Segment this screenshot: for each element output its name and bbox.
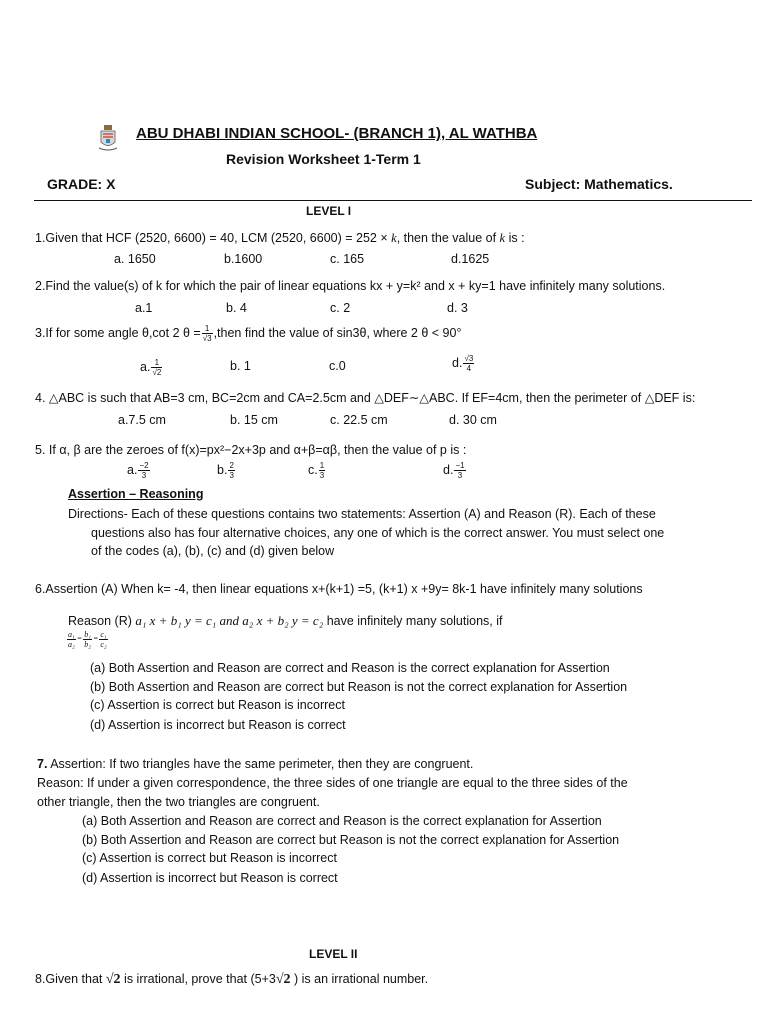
q4-option-b: b. 15 cm xyxy=(230,413,278,427)
q6-option-a: (a) Both Assertion and Reason are correct and Reason is the correct explanation for Assertion xyxy=(90,661,610,675)
q3-text-post: ,then find the value of sin3θ, where 2 θ < 90° xyxy=(213,326,462,340)
q6-ratio-a xyxy=(67,630,76,649)
q5-option-c xyxy=(308,459,326,481)
q5-b-num: 2 xyxy=(229,461,234,471)
level-1-heading: LEVEL I xyxy=(306,204,352,218)
q6-eq-1: = xyxy=(76,634,83,643)
q2-option-a: a.1 xyxy=(135,301,153,315)
q5-b-label: b. xyxy=(217,463,228,477)
q5-c-num: 1 xyxy=(319,461,325,471)
q2-option-c: c. 2 xyxy=(330,301,351,315)
q3-a-num: 1 xyxy=(151,358,162,368)
q6-reason-math: a₁ x + b₁ y = c₁ and a₂ x + b₂ y = c₂ xyxy=(135,613,324,628)
q5-a-frac xyxy=(138,461,149,480)
question-6-assertion: 6.Assertion (A) When k= -4, then linear equations x+(k+1) =5, (k+1) x +9y= 8k-1 have infinitely many solutions xyxy=(35,582,643,596)
level-2-heading: LEVEL II xyxy=(309,947,358,961)
q5-c-frac xyxy=(319,461,325,480)
q3-option-c: c.0 xyxy=(329,359,346,373)
q5-c-label: c. xyxy=(308,463,318,477)
q1-var-k2: k xyxy=(499,231,506,245)
q2-option-d: d. 3 xyxy=(447,301,468,315)
q6-r1-num: a₁ xyxy=(68,629,75,639)
directions-line-2: questions also has four alternative choices, any one of which is the correct answer. You must select one xyxy=(91,526,665,540)
q6-r3-den: c₂ xyxy=(100,639,107,649)
q5-a-label: a. xyxy=(127,463,138,477)
q1-text-post: is : xyxy=(505,231,525,245)
q3-d-den: 4 xyxy=(466,364,472,374)
q3-option-a-label: a. xyxy=(140,360,151,374)
question-5: 5. If α, β are the zeroes of f(x)=px²−2x+3p and α+β=αβ, then the value of p is : xyxy=(35,443,467,457)
grade-label: GRADE: X xyxy=(47,176,116,192)
q3-option-a xyxy=(140,356,163,378)
q7-assertion-text: Assertion: If two triangles have the same perimeter, then they are congruent. xyxy=(47,757,474,771)
q5-c-den: 3 xyxy=(319,471,325,481)
q3-d-num: √3 xyxy=(464,354,474,364)
header-divider xyxy=(34,200,752,201)
q3-option-a-frac xyxy=(151,358,162,377)
q6-ratio-b xyxy=(83,630,92,649)
q7-reason-line-1: Reason: If under a given correspondence, the three sides of one triangle are equal to the three sides of the xyxy=(37,776,628,790)
question-3 xyxy=(35,322,461,344)
q1-option-a: a. 1650 xyxy=(114,252,156,266)
q8-root-2b: √2 xyxy=(275,972,291,987)
q2-option-b: b. 4 xyxy=(226,301,247,315)
question-8 xyxy=(35,972,428,988)
directions-line-3: of the codes (a), (b), (c) and (d) given below xyxy=(91,544,335,558)
q1-option-d: d.1625 xyxy=(451,252,490,266)
school-name: ABU DHABI INDIAN SCHOOL- (BRANCH 1), AL WATHBA xyxy=(136,125,538,142)
q5-option-a xyxy=(127,459,151,481)
q3-text-pre: 3.If for some angle θ,cot 2 θ = xyxy=(35,326,201,340)
q3-option-d-label: d. xyxy=(452,356,463,370)
q6-option-d: (d) Assertion is incorrect but Reason is correct xyxy=(90,718,346,732)
question-2: 2.Find the value(s) of k for which the pair of linear equations kx + y=k² and x + ky=1 have infinitely many solutions. xyxy=(35,279,666,293)
q6-r2-den: b₂ xyxy=(84,639,91,649)
question-4: 4. △ABC is such that AB=3 cm, BC=2cm and CA=2.5cm and △DEF∼△ABC. If EF=4cm, then the perimeter of △DEF is: xyxy=(35,391,696,405)
q4-option-a: a.7.5 cm xyxy=(118,413,166,427)
q1-text-pre: 1.Given that HCF (2520, 6600) = 40, LCM (2520, 6600) = 252 × xyxy=(35,231,392,245)
assertion-reasoning-heading: Assertion – Reasoning xyxy=(68,487,204,501)
question-1 xyxy=(35,231,525,246)
q5-d-label: d. xyxy=(443,463,454,477)
q5-d-den: 3 xyxy=(457,471,463,481)
q5-d-num: −1 xyxy=(455,461,465,471)
q8-text-post: ) is an irrational number. xyxy=(290,972,429,986)
q4-option-c: c. 22.5 cm xyxy=(330,413,388,427)
q6-r2-num: b₁ xyxy=(84,629,91,639)
q7-number: 7. xyxy=(37,757,48,771)
q6-r1-den: a₂ xyxy=(68,639,75,649)
q6-r3-num: c₁ xyxy=(100,629,107,639)
q8-text-mid: is irrational, prove that (5+3 xyxy=(120,972,276,986)
q3-fraction xyxy=(202,324,213,343)
q6-option-c: (c) Assertion is correct but Reason is incorrect xyxy=(90,698,345,712)
q3-option-d xyxy=(452,352,475,374)
q8-root-2: √2 xyxy=(105,972,121,987)
q7-reason-line-2: other triangle, then the two triangles are congruent. xyxy=(37,795,320,809)
q6-reason-pre: Reason (R) xyxy=(68,614,136,628)
question-7-assertion xyxy=(37,757,473,771)
q5-b-frac xyxy=(228,461,234,480)
q5-option-b xyxy=(217,459,236,481)
school-crest-logo xyxy=(98,124,118,152)
directions-line-1: Directions- Each of these questions contains two statements: Assertion (A) and Reason (R). Each of these xyxy=(68,507,656,521)
q6-reason-post: have infinitely many solutions, if xyxy=(323,614,503,628)
q5-option-d xyxy=(443,459,467,481)
worksheet-title: Revision Worksheet 1-Term 1 xyxy=(226,151,421,167)
q4-option-d: d. 30 cm xyxy=(449,413,497,427)
q8-text-pre: 8.Given that xyxy=(35,972,106,986)
q3-option-b: b. 1 xyxy=(230,359,251,373)
q5-a-num: −2 xyxy=(139,461,149,471)
q1-option-c: c. 165 xyxy=(330,252,365,266)
q5-a-den: 3 xyxy=(141,471,147,481)
q7-option-b: (b) Both Assertion and Reason are correct but Reason is not the correct explanation for Assertion xyxy=(82,833,620,847)
q6-ratio-condition xyxy=(66,629,109,649)
question-6-reason xyxy=(68,613,502,629)
q3-a-den: √2 xyxy=(152,368,162,378)
q6-option-b: (b) Both Assertion and Reason are correct but Reason is not the correct explanation for Assertion xyxy=(90,680,628,694)
q7-option-d: (d) Assertion is incorrect but Reason is correct xyxy=(82,871,338,885)
q1-text-mid: , then the value of xyxy=(396,231,500,245)
subject-label: Subject: Mathematics. xyxy=(525,176,673,192)
q3-option-d-frac xyxy=(463,354,474,373)
q5-d-frac xyxy=(454,461,465,480)
q7-option-a: (a) Both Assertion and Reason are correct and Reason is the correct explanation for Assertion xyxy=(82,814,602,828)
q1-var-k: k xyxy=(391,231,397,245)
q3-frac-den: √3 xyxy=(202,334,212,344)
q7-option-c: (c) Assertion is correct but Reason is incorrect xyxy=(82,851,337,865)
q6-eq-2: = xyxy=(92,634,99,643)
q6-ratio-c xyxy=(99,630,107,649)
q5-b-den: 3 xyxy=(229,471,234,481)
q3-frac-num: 1 xyxy=(202,324,213,334)
q1-option-b: b.1600 xyxy=(224,252,263,266)
